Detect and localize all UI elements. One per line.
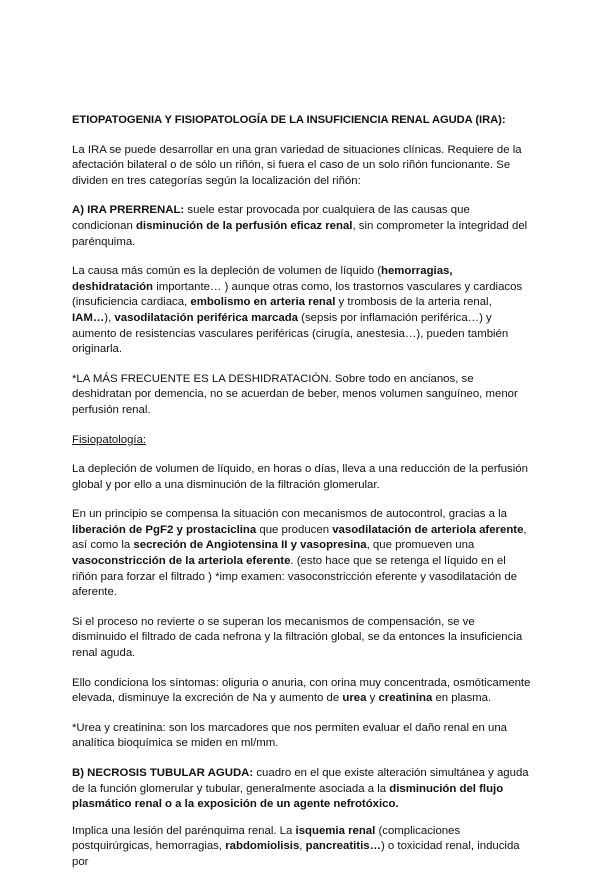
text-run: , así como la [72,523,527,552]
necrosis-paragraph [72,766,532,813]
text-run: Implica una lesión del parénquima renal. La [72,824,296,837]
text-run: ), [104,311,115,324]
text-run: , que promueven una [366,539,475,552]
text-run: ) o toxicidad renal, inducida por [72,840,520,868]
bold-run: IAM… [72,311,105,324]
text-run: , [299,840,306,853]
sintomas-paragraph [72,676,532,707]
bold-run: secreción de Angiotensina II y vasopresina [133,539,367,552]
lesion-paragraph [72,824,532,871]
bold-run: creatinina [378,692,433,705]
prerrenal-paragraph [72,203,532,250]
text-run: La causa más común es la depleción de volumen de líquido ( [72,265,381,278]
causa-paragraph [72,264,532,358]
note-deshidratacion: *LA MÁS FRECUENTE ES LA DESHIDRATACIÓN. Sobre todo en ancianos, se deshidratan por demencia, no se acuerdan de beber, menos volumen sanguíneo, menor perfusión renal. [72,372,518,416]
text-run: Ello condiciona los síntomas: oliguria o anuria, con orina muy concentrada, osmóticamente elevada, disminuye la excreción de Na y aumento de [72,676,531,705]
intro-paragraph: La IRA se puede desarrollar en una gran variedad de situaciones clínicas. Requiere de la afectación bilateral o de sólo un riñón, si fuera el caso de un solo riñón funcionante. Se dividen en tres categorías según la localización del riñón: [72,143,522,187]
text-run: en plasma. [432,692,492,705]
text-run: cuadro en el que existe alteración simultánea y aguda de la función glomerular y tubular, generalmente asociada a la [72,767,529,795]
text-run: (complicaciones postquirúrgicas, hemorragias, [72,824,461,853]
bold-run: liberación de PgF2 y prostaciclina [72,523,257,536]
compensacion-paragraph [72,507,532,601]
text-run: importante… ) aunque otras como, los trastornos vasculares y cardiacos (insuficiencia cardiaca, [72,280,523,309]
text-run: y [366,692,379,705]
bold-run: pancreatitis… [305,840,381,853]
bold-run: urea [342,692,367,705]
text-run: suele estar provocada por cualquiera de las causas que condicionan [72,204,470,232]
document-body [72,113,532,885]
bold-run: vasodilatación de arteriola aferente [332,523,524,536]
document-title: ETIOPATOGENIA Y FISIOPATOLOGÍA DE LA INSUFICIENCIA RENAL AGUDA (IRA): [72,114,506,126]
bold-run: disminución del flujo plasmático renal o a la exposición de un agente nefrotóxico. [72,782,504,811]
bold-run: vasodilatación periférica marcada [114,311,299,324]
bold-run: vasoconstricción de la arteriola eferente [72,555,291,568]
text-run: que producen [256,523,333,536]
fisio-paragraph: La depleción de volumen de líquido, en horas o días, lleva a una reducción de la perfusión global y por ello a una disminución de la filtración glomerular. [72,463,528,491]
text-run: y trombosis de la arteria renal, [335,296,492,309]
bold-run: embolismo en arteria renal [190,296,336,309]
bold-run: rabdomiolisis [225,840,300,853]
bold-run: disminución de la perfusión eficaz renal [135,219,353,232]
text-run: . (esto hace que se retenga el líquido en el riñón para forzar el filtrado ) *imp examen: vasoconstricción eferente y vasodilatación de aferente. [72,555,518,599]
bold-run: hemorragias, deshidratación [72,265,453,293]
note-urea-creatinina: *Urea y creatinina: son los marcadores que nos permiten evaluar el daño renal en una analítica bioquímica se miden en ml/mm. [72,721,507,750]
text-run: En un principio se compensa la situación con mecanismos de autocontrol, gracias a la [72,508,507,521]
proceso-paragraph: Si el proceso no revierte o se superan los mecanismos de compensación, se ve disminuido el filtrado de cada nefrona y la filtración global, se da entonces la insuficiencia renal aguda. [72,615,523,660]
necrosis-heading: B) NECROSIS TUBULAR AGUDA: [72,767,254,779]
text-run: (sepsis por inflamación periférica…) y aumento de resistencias vasculares periféricas (cirugía, anestesia…), pueden también originarla. [72,311,509,356]
bold-run: isquemia renal [295,824,376,837]
prerrenal-heading: A) IRA PRERRENAL: [72,204,185,217]
text-run: , sin comprometer la integridad del parénquima. [72,219,528,248]
fisiopatologia-heading: Fisiopatología: [72,433,147,446]
